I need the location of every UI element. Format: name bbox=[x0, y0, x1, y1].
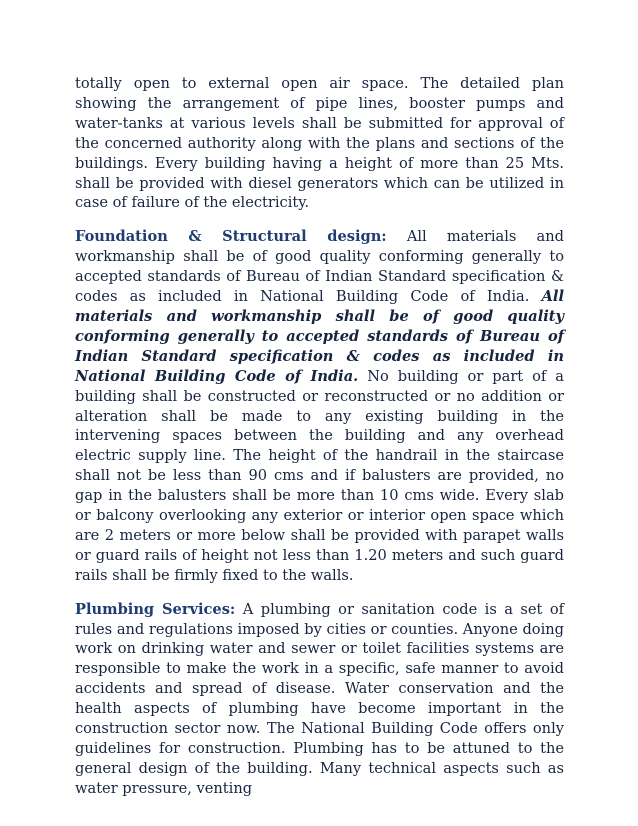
paragraph-utilities: totally open to external open air space. The detailed plan showing the arrangement of pipe lines, booster pumps and water-tanks at various levels shall be submitted for approval of the concerned authority along with the plans and sections of the buildings. Every building having a height of more than 25 Mts. shall be provided with diesel generators which can be utilized in case of failure of the electricity. bbox=[75, 75, 564, 212]
paragraph-plumbing-services bbox=[75, 600, 564, 799]
foundation-text-body: No building or part of a building shall be constructed or reconstructed or no addition or alteration shall be made to any existing building in the intervening spaces between the building and any overhead electric supply line. The height of the handrail in the staircase shall not be less than 90 cms and if balusters are provided, no gap in the balusters shall be more than 10 cms wide. Every slab or balcony overlooking any exterior or interior open space which are 2 meters or more below shall be provided with parapet walls or guard rails of height not less than 1.20 meters and such guard rails shall be firmly fixed to the walls. bbox=[75, 367, 564, 584]
document-page bbox=[75, 74, 564, 813]
section-heading-foundation: Foundation & Structural design: bbox=[75, 228, 387, 246]
foundation-emphasis-text: All materials and workmanship shall be of good quality conforming generally to accepted standards of Bureau of Indian Standard specification & codes as included in National Building Code of India. bbox=[75, 288, 564, 385]
section-heading-plumbing: Plumbing Services: bbox=[75, 600, 236, 618]
foundation-text-intro: All materials and workmanship shall be of good quality conforming generally to accepted standards of Bureau of Indian Standard specification & codes as included in National Building Code of India. bbox=[75, 228, 564, 306]
plumbing-text-body: A plumbing or sanitation code is a set of rules and regulations imposed by cities or counties. Anyone doing work on drinking water and sewer or toilet facilities systems are responsible to make the work in a specific, safe manner to avoid accidents and spread of disease. Water conservation and the health aspects of plumbing have become important in the construction sector now. The National Building Code offers only guidelines for construction. Plumbing has to be attuned to the general design of the building. Many technical aspects such as water pressure, venting bbox=[75, 600, 565, 797]
paragraph-foundation-structural bbox=[75, 227, 564, 585]
